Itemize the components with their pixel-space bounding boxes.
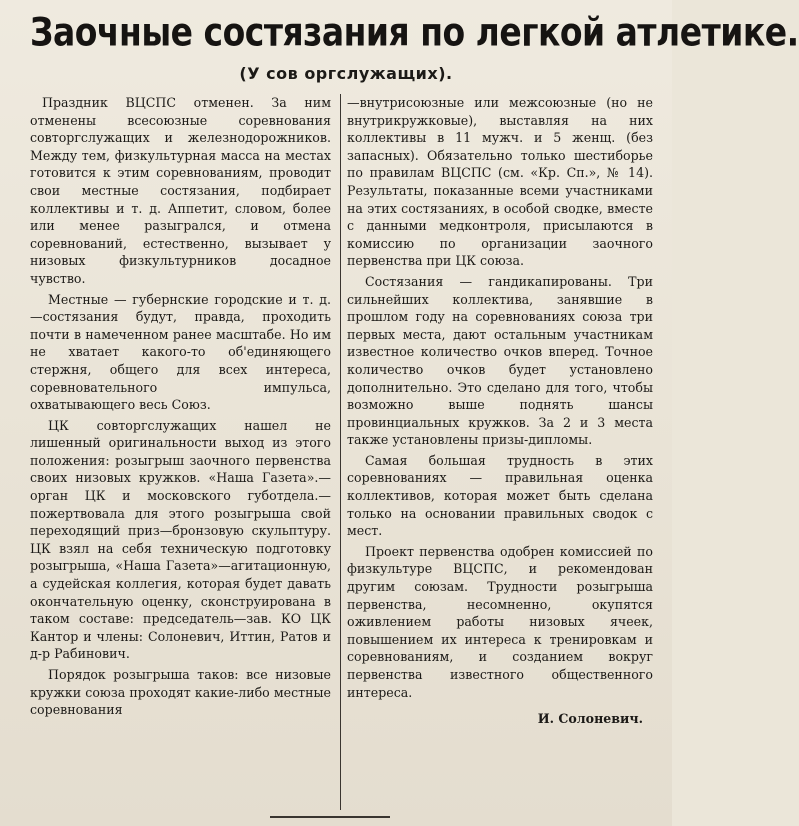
article-body — [30, 94, 662, 810]
column-divider — [340, 94, 341, 810]
paragraph: Состязания — гандикапированы. Три сильнейших коллектива, занявшие в прошлом году на соревнованиях союза три первых места, дают остальным участникам известное количество очков вперед. Точное количество очков будет установлено дополнительно. Это сделано для того, чтобы возможно выше поднять шансы провинциальных кружков. За 2 и 3 места также установлены призы-дипломы. — [347, 273, 653, 448]
paragraph: Местные — губернские городские и т. д.—состязания будут, правда, проходить почти в намеченном ранее масштабе. Но им не хватает какого-то об'единяющего стержня, общего для всех интереса, соревновательного импульса, охватывающего весь Союз. — [30, 291, 331, 413]
paragraph: ЦК совторгслужащих нашел не лишенный оригинальности выход из этого положения: розыгрыш заочного первенства своих низовых кружков. «Наша Газета».—орган ЦК и московского губотдела.—пожертвовала для этого розыгрыша свой переходящий приз—бронзовую скульптуру. ЦК взял на себя техническую подготовку розыгрыша, «Наша Газета»—агитационную, а судейская коллегия, которая будет давать окончательную оценку, сконструирована в таком составе: председатель—зав. КО ЦК Кантор и члены: Солоневич, Иттин, Ратов и д-р Рабинович. — [30, 417, 331, 662]
article-subheadline: (У сов оргслужащих). — [239, 64, 453, 83]
paragraph: —внутрисоюзные или межсоюзные (но не внутрикружковые), выставляя на них коллективы в 11 мужч. и 5 женщ. (без запасных). Обязательно только шестиборье по правилам ВЦСПС (см. «Кр. Сп.», № 14). Результаты, показанные всеми участниками на этих состязаниях, в особой сводке, вместе с данными медконтроля, присылаются в комиссию по организации заочного первенства при ЦК союза. — [347, 95, 653, 269]
paragraph: Проект первенства одобрен комиссией по физкультуре ВЦСПС, и рекомендован другим союзам. Трудности розыгрыша первенства, несомненно, окупятся оживлением работы низовых ячеек, повышением их интереса к тренировкам и соревнованиям, и созданием вокруг первенства известного общественного интереса. — [347, 543, 653, 700]
article-headline: Заочные состязания по легкой атлетике. — [30, 8, 799, 56]
paragraph: Порядок розыгрыша таков: все низовые кружки союза проходят какие-либо местные соревнования — [30, 667, 331, 718]
paragraph: Самая большая трудность в этих соревнованиях — правильная оценка коллективов, которая может быть сделана только на основании правильных сводок с мест. — [347, 452, 653, 539]
paragraph: Праздник ВЦСПС отменен. За ним отменены всесоюзные соревнования совторгслужащих и железнодорожников. Между тем, физкультурная масса на местах готовится к этим соревнованиям, проводит свои местные состязания, подбирает коллективы и т. д. Аппетит, словом, более или менее разыгрался, и отмена соревнований, естественно, вызывает у низовых физкультурников досадное чувство. — [30, 95, 331, 286]
left-column — [30, 94, 336, 719]
author-signature: И. Солоневич. — [537, 711, 643, 727]
right-column — [347, 94, 653, 729]
bottom-divider — [270, 816, 390, 818]
